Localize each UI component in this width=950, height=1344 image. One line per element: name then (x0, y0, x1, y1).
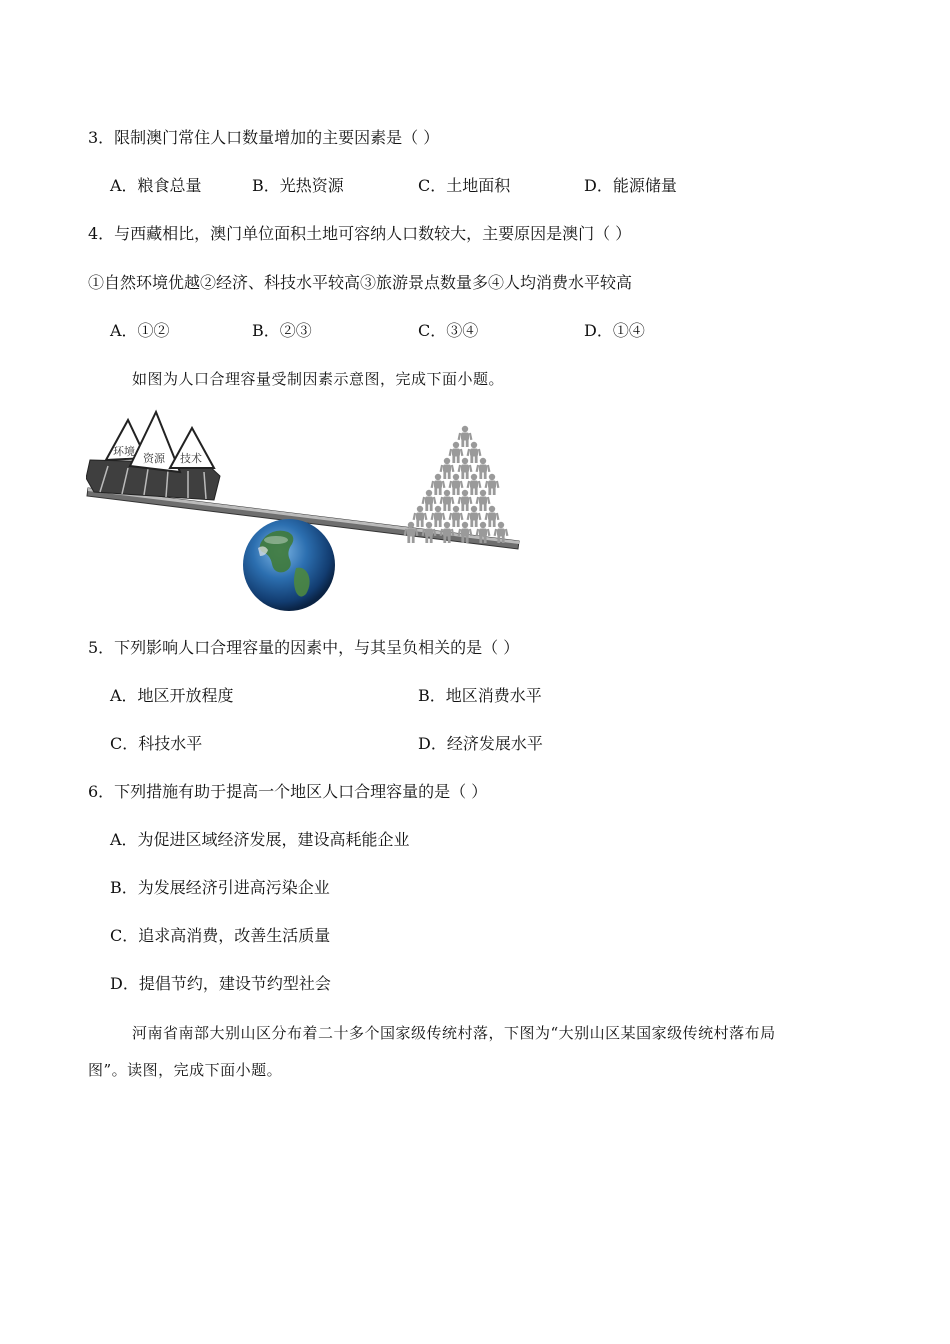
person-icon (440, 458, 455, 479)
person-icon (458, 490, 473, 511)
mountain-label-resources: 资源 (143, 452, 165, 465)
person-icon (467, 474, 482, 495)
mountain-label-environment: 环境 (113, 445, 135, 458)
q4-option-d: D．①④ (584, 321, 645, 340)
q3-option-d: D．能源储量 (584, 176, 677, 195)
q3-option-b: B．光热资源 (252, 176, 344, 195)
q6-option-c: C．追求高消费，改善生活质量 (110, 926, 331, 945)
population-crowd (404, 426, 509, 543)
figure-intro: 如图为人口合理容量受制因素示意图，完成下面小题。 (132, 370, 505, 388)
question-4-stem: 4．与西藏相比，澳门单位面积土地可容纳人口数较大，主要原因是澳门（ ） (88, 224, 632, 243)
person-icon (467, 442, 482, 463)
mountain-technology (170, 428, 214, 468)
person-icon (422, 522, 437, 543)
q4-option-c: C．③④ (418, 321, 479, 340)
map-intro-line-1: 河南省南部大别山区分布着二十多个国家级传统村落，下图为“大别山区某国家级传统村落布局 (132, 1024, 776, 1042)
question-5-stem: 5．下列影响人口合理容量的因素中，与其呈负相关的是（ ） (88, 638, 520, 657)
q4-option-a: A．①② (110, 321, 170, 340)
question-4-statements: ①自然环境优越②经济、科技水平较高③旅游景点数量多④人均消费水平较高 (88, 273, 633, 292)
person-icon (413, 506, 428, 527)
q5-option-d: D．经济发展水平 (418, 734, 543, 753)
question-6-stem: 6．下列措施有助于提高一个地区人口合理容量的是（ ） (88, 782, 488, 801)
q6-option-a: A．为促进区域经济发展，建设高耗能企业 (110, 830, 410, 849)
person-icon (458, 458, 473, 479)
q5-option-b: B．地区消费水平 (418, 686, 542, 705)
person-icon (449, 506, 464, 527)
q3-option-a: A．粮食总量 (110, 176, 202, 195)
q6-option-b: B．为发展经济引进高污染企业 (110, 878, 330, 897)
person-icon (467, 506, 482, 527)
person-icon (476, 490, 491, 511)
q5-option-a: A．地区开放程度 (110, 686, 234, 705)
population-capacity-figure (86, 408, 526, 613)
q3-option-c: C．土地面积 (418, 176, 511, 195)
person-icon (404, 522, 419, 543)
person-icon (431, 506, 446, 527)
mountain-label-technology: 技术 (180, 452, 202, 465)
person-icon (449, 442, 464, 463)
person-icon (431, 474, 446, 495)
person-icon (458, 426, 473, 447)
q5-option-c: C．科技水平 (110, 734, 203, 753)
q6-option-d: D．提倡节约，建设节约型社会 (110, 974, 331, 993)
person-icon (440, 490, 455, 511)
person-icon (422, 490, 437, 511)
person-icon (485, 506, 500, 527)
q4-option-b: B．②③ (252, 321, 312, 340)
person-icon (449, 474, 464, 495)
question-3-stem: 3．限制澳门常住人口数量增加的主要因素是（ ） (88, 128, 440, 147)
earth-globe (243, 519, 335, 611)
map-intro-line-2: 图”。读图，完成下面小题。 (88, 1061, 283, 1079)
person-icon (476, 458, 491, 479)
person-icon (485, 474, 500, 495)
